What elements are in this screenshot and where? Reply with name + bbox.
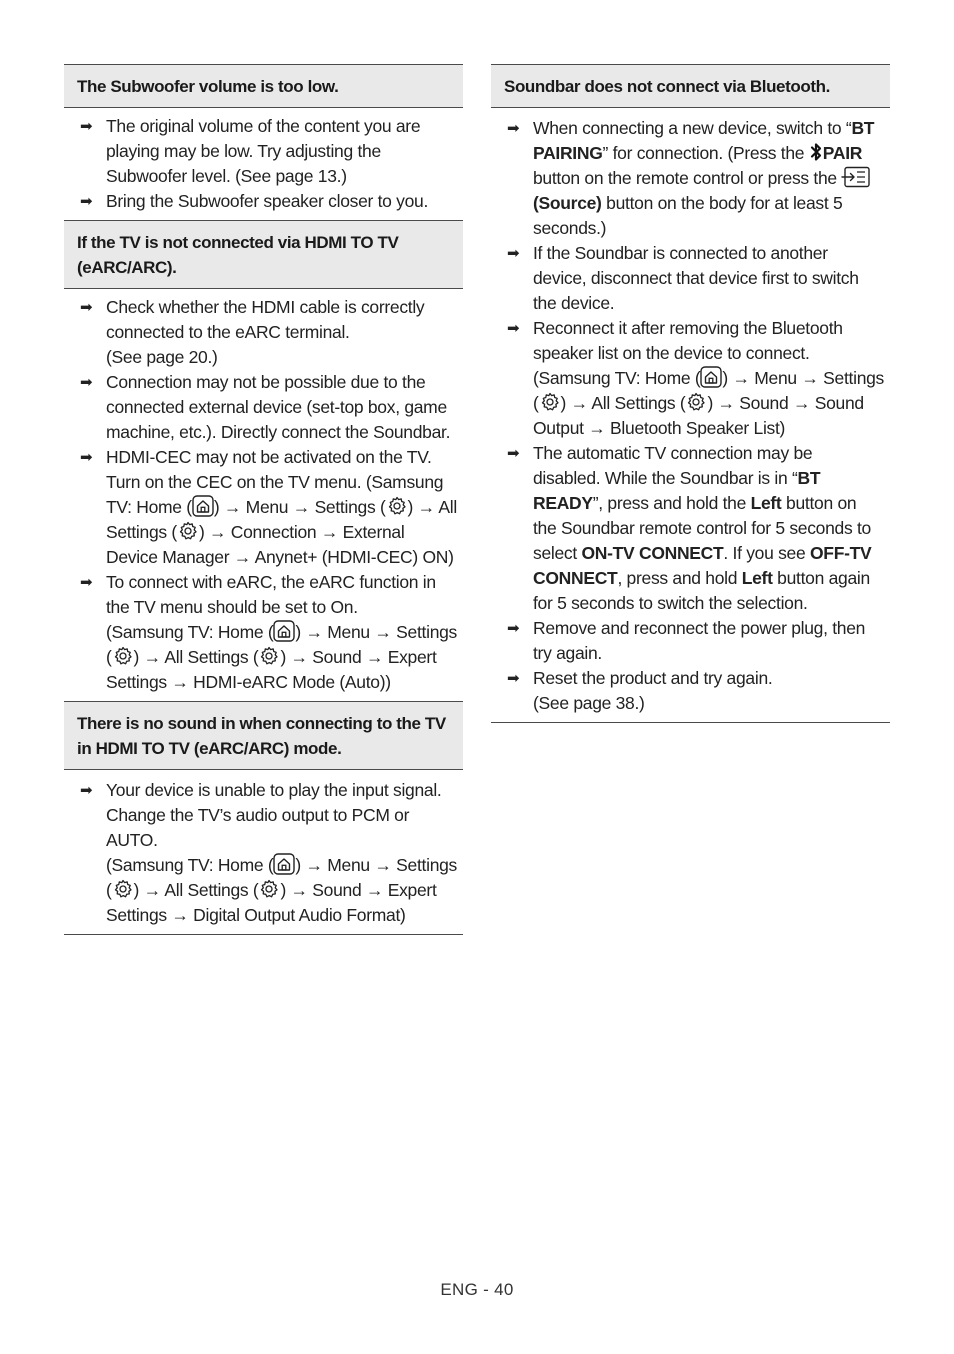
item-text: button again for 5 seconds to switch the selection. [533,568,870,613]
item-text: button on the remote control or press the [533,168,842,188]
settings-gear-icon [258,878,280,900]
item-text: ) → All Settings ( [133,647,259,667]
bt-ready-label: BT READY [533,468,821,513]
item-text: ) → Connection → External Device Manager → Anynet+ (HDMI-CEC) ON) [106,522,454,567]
item-text: The automatic TV connection may be disabled. While the Soundbar is in “ [533,443,813,488]
item-text: Your device is unable to play the input signal. Change the TV’s audio output to PCM or AUTO. [106,780,442,850]
arrow-bullet-icon: ➡ [80,192,93,210]
section-header: If the TV is not connected via HDMI TO TV (eARC/ARC). [64,221,463,289]
list-item [491,116,884,241]
source-button-label: (Source) [533,193,602,213]
page-reference: (See page 38.) [533,693,645,713]
item-text: HDMI-CEC may not be activated on the TV. Turn on the CEC on the TV menu. (Samsung TV: Home ( [106,447,444,517]
item-text: ” for connection. (Press the [602,143,809,163]
on-tv-connect-label: ON-TV CONNECT [581,543,724,563]
item-text: ) → All Settings ( [133,880,259,900]
section-no-sound-hdmi [64,701,463,935]
item-text: ) → Menu → Settings ( [533,368,885,413]
list-item [64,295,457,370]
item-text: ) → Sound → Expert Settings → HDMI-eARC Mode (Auto)) [106,647,437,692]
item-text: ) → All Settings ( [560,393,686,413]
item-list [64,289,463,701]
arrow-bullet-icon: ➡ [80,781,93,799]
list-item [64,778,457,928]
item-text: (Samsung TV: Home ( [106,855,274,875]
item-text: Remove and reconnect the power plug, then try again. [533,618,866,663]
settings-gear-icon [112,645,134,667]
item-text: When connecting a new device, switch to “ [533,118,852,138]
arrow-bullet-icon: ➡ [80,117,93,135]
item-text: ) → Menu → Settings ( [213,497,386,517]
list-item [64,445,457,570]
list-item [491,241,884,316]
section-header: There is no sound in when connecting to the TV in HDMI TO TV (eARC/ARC) mode. [64,702,463,770]
item-text: ”, press and hold the [592,493,751,513]
item-list [491,108,890,722]
bluetooth-icon [809,141,823,163]
item-text: (Samsung TV: Home ( [533,368,701,388]
left-column [64,64,463,935]
section-subwoofer-volume [64,64,463,220]
list-item [64,189,457,214]
list-item [64,370,457,445]
right-column [491,64,890,723]
settings-gear-icon [112,878,134,900]
arrow-bullet-icon: ➡ [507,119,520,137]
item-text: If the Soundbar is connected to another device, disconnect that device first to switch the device. [533,243,859,313]
settings-gear-icon [386,495,408,517]
home-icon [192,495,214,517]
section-bluetooth [491,64,890,723]
list-item [491,666,884,716]
item-list [64,108,463,220]
section-header: The Subwoofer volume is too low. [64,65,463,108]
arrow-bullet-icon: ➡ [80,298,93,316]
item-text: ) → Sound → Expert Settings → Digital Output Audio Format) [106,880,437,925]
item-text: Bring the Subwoofer speaker closer to you. [106,191,429,211]
settings-gear-icon [685,391,707,413]
arrow-bullet-icon: ➡ [80,448,93,466]
settings-gear-icon [539,391,561,413]
section-header: Soundbar does not connect via Bluetooth. [491,65,890,108]
list-item [491,316,884,441]
item-text: Reconnect it after removing the Bluetooth speaker list on the device to connect. [533,318,843,363]
page-reference: (See page 20.) [106,347,218,367]
arrow-bullet-icon: ➡ [507,244,520,262]
list-item [64,570,457,695]
item-text: . If you see [723,543,810,563]
arrow-bullet-icon: ➡ [507,619,520,637]
page-number: ENG - 40 [440,1280,514,1299]
arrow-bullet-icon: ➡ [507,669,520,687]
item-text: ) → Menu → Settings ( [106,622,458,667]
arrow-bullet-icon: ➡ [507,319,520,337]
item-text: To connect with eARC, the eARC function in the TV menu should be set to On. [106,572,436,617]
arrow-bullet-icon: ➡ [507,444,520,462]
arrow-bullet-icon: ➡ [80,573,93,591]
settings-gear-icon [177,520,199,542]
item-text: ) → Menu → Settings ( [106,855,458,900]
section-hdmi-not-connected [64,220,463,701]
item-list [64,770,463,934]
list-item [491,616,884,666]
list-item [491,441,884,616]
item-text: , press and hold [617,568,742,588]
item-text: Reset the product and try again. [533,668,773,688]
left-button-label: Left [741,568,773,588]
pair-button-label: PAIR [822,143,863,163]
home-icon [700,366,722,388]
item-text: The original volume of the content you are playing may be low. Try adjusting the Subwoofer level. (See page 13.) [106,116,421,186]
item-text: Connection may not be possible due to the connected external device (set-top box, game machine, etc.). Directly connect the Soundbar. [106,372,451,442]
arrow-bullet-icon: ➡ [80,373,93,391]
source-icon [841,166,871,188]
bt-pairing-label: BT PAIRING [533,118,875,163]
left-button-label: Left [750,493,782,513]
off-tv-connect-label: OFF-TV CONNECT [533,543,872,588]
home-icon [273,620,295,642]
item-text: button on the body for at least 5 seconds.) [533,193,843,238]
item-text: Check whether the HDMI cable is correctly connected to the eARC terminal. [106,297,425,342]
list-item [64,114,457,189]
item-text: ) → All Settings ( [106,497,457,542]
item-text: ) → Sound → Sound Output → Bluetooth Speaker List) [533,393,864,438]
item-text: button on the Soundbar remote control for 5 seconds to select [533,493,871,563]
item-text: (Samsung TV: Home ( [106,622,274,642]
settings-gear-icon [258,645,280,667]
home-icon [273,853,295,875]
